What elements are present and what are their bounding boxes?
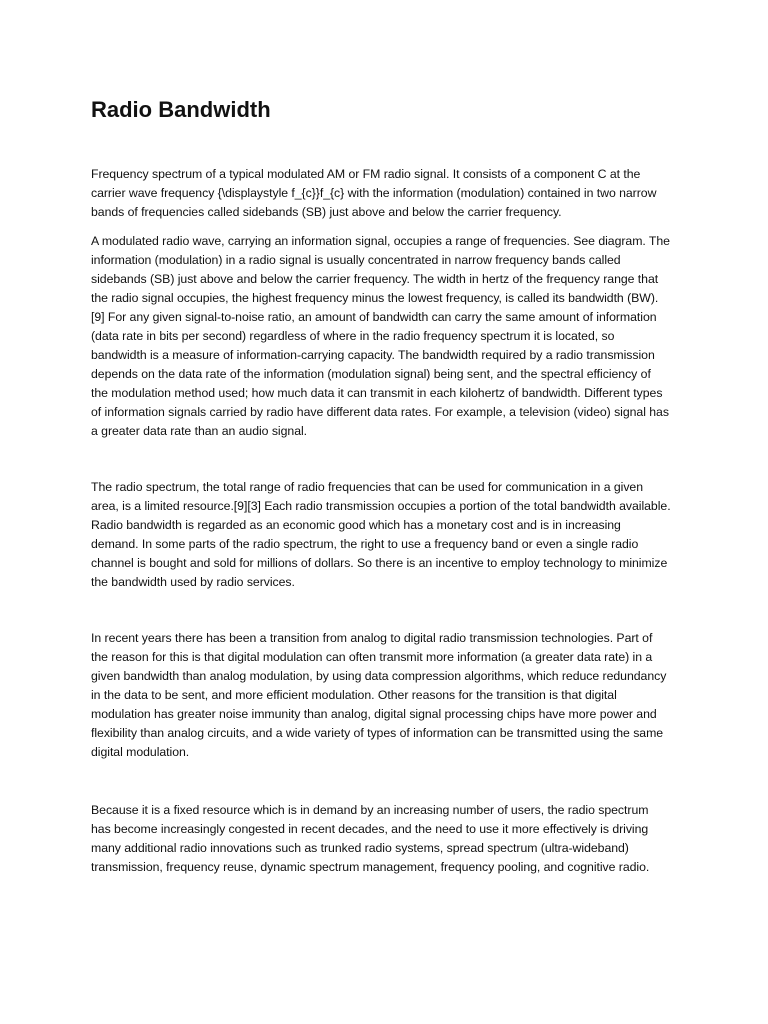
document-title: Radio Bandwidth <box>91 97 271 122</box>
paragraph-frequency-spectrum: Frequency spectrum of a typical modulated AM or FM radio signal. It consists of a component C at the carrier wave frequency {\displaystyle f_{c}}f_{c} with the information (modulation) contained in two narrow bands of frequencies called sidebands (SB) just above and below the carrier frequency. <box>91 167 657 219</box>
paragraph-digital-transition: In recent years there has been a transition from analog to digital radio transmission technologies. Part of the reason for this is that digital modulation can often transmit more information (a greater data rate) in a given bandwidth than analog modulation, by using data compression algorithms, which reduce redundancy in the data to be sent, and more efficient modulation. Other reasons for the transition is that digital modulation has greater noise immunity than analog, digital signal processing chips have more power and flexibility than analog circuits, and a wide variety of types of information can be transmitted using the same digital modulation. <box>91 631 667 759</box>
paragraph-radio-spectrum: The radio spectrum, the total range of radio frequencies that can be used for communication in a given area, is a limited resource.[9][3] Each radio transmission occupies a portion of the total bandwidth available. Radio bandwidth is regarded as an economic good which has a monetary cost and is in increasing demand. In some parts of the radio spectrum, the right to use a frequency band or even a single radio channel is bought and sold for millions of dollars. So there is an incentive to employ technology to minimize the bandwidth used by radio services. <box>91 480 671 589</box>
paragraph-modulated-radio-wave: A modulated radio wave, carrying an information signal, occupies a range of frequencies. See diagram. The information (modulation) in a radio signal is usually concentrated in narrow frequency bands called sidebands (SB) just above and below the carrier frequency. The width in hertz of the frequency range that the radio signal occupies, the highest frequency minus the lowest frequency, is called its bandwidth (BW).[9] For any given signal-to-noise ratio, an amount of bandwidth can carry the same amount of information (data rate in bits per second) regardless of where in the radio frequency spectrum it is located, so bandwidth is a measure of information-carrying capacity. The bandwidth required by a radio transmission depends on the data rate of the information (modulation signal) being sent, and the spectral efficiency of the modulation method used; how much data it can transmit in each kilohertz of bandwidth. Different types of information signals carried by radio have different data rates. For example, a television (video) signal has a greater data rate than an audio signal. <box>91 234 670 438</box>
paragraph-spectrum-congestion: Because it is a fixed resource which is in demand by an increasing number of users, the radio spectrum has become increasingly congested in recent decades, and the need to use it more effectively is driving many additional radio innovations such as trunked radio systems, spread spectrum (ultra-wideband) transmission, frequency reuse, dynamic spectrum management, frequency pooling, and cognitive radio. <box>91 803 650 874</box>
